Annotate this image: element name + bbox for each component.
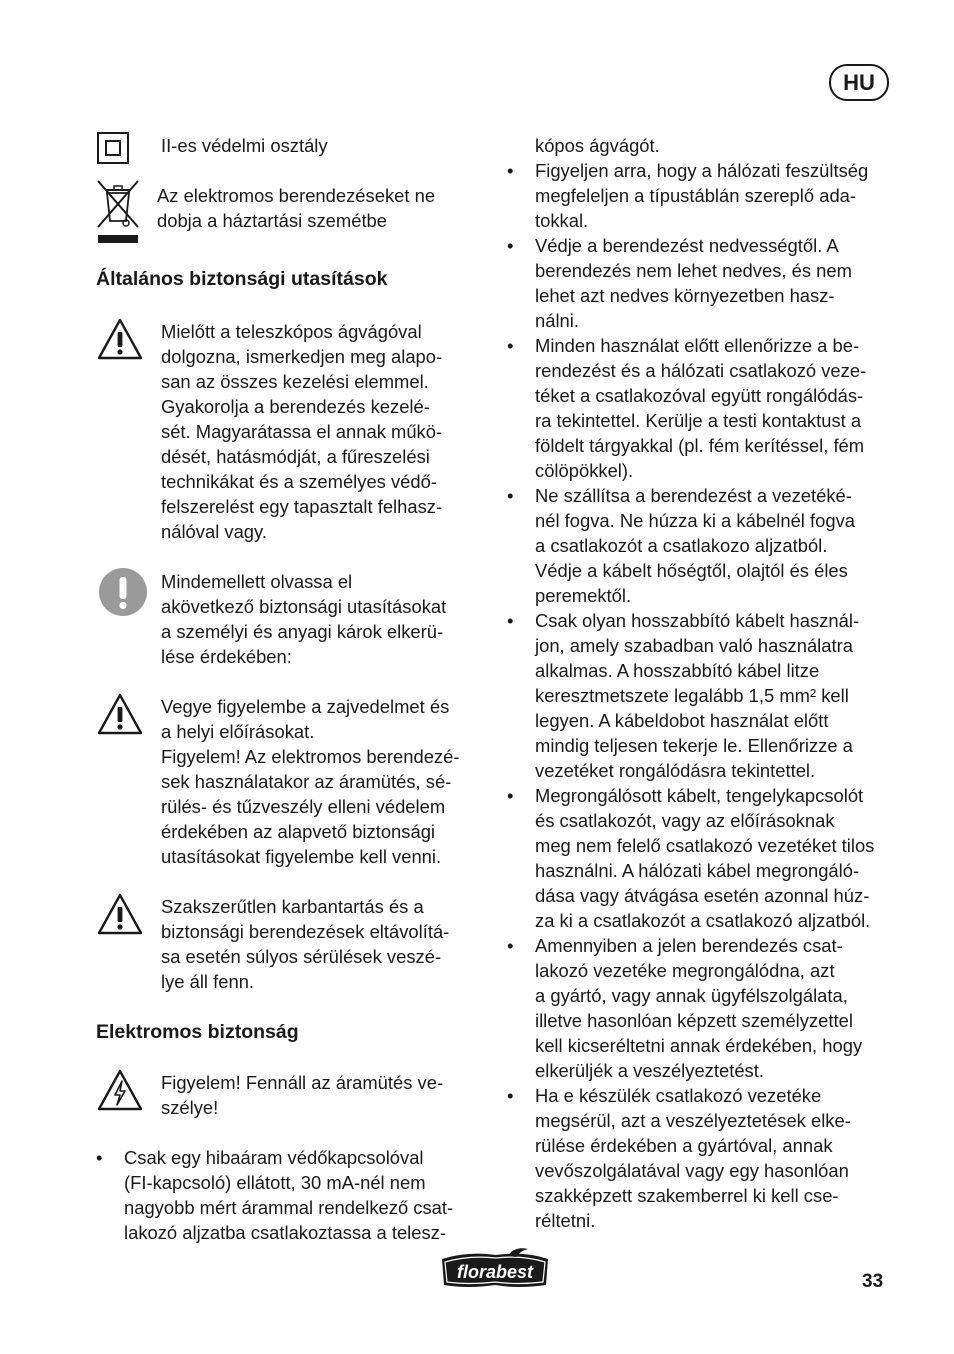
text-line: • Ne szállítsa a berendezést a vezetéké- — [535, 485, 852, 506]
text-line: nálni. — [535, 310, 579, 331]
warning-block-1-text — [161, 319, 486, 544]
warning-triangle-icon — [96, 892, 144, 942]
text-line: Vegye figyelembe a zajvedelmet és — [161, 696, 450, 717]
text-line: szélye! — [161, 1097, 219, 1118]
bullet-item — [507, 608, 897, 783]
symbol-row-disposal — [96, 183, 486, 253]
text-line: biztonsági berendezések eltávolítá- — [161, 921, 450, 942]
text-line: za ki a csatlakozót a csatlakozó aljzatból. — [535, 910, 871, 931]
text-line: érdekében az alapvető biztonsági — [161, 821, 436, 842]
text-line: Mielőtt a teleszkópos ágvágóval — [161, 321, 422, 342]
text-line: elkerüljék a veszélyeztetést. — [535, 1060, 764, 1081]
bullet-item — [96, 1145, 486, 1245]
text-line: és csatlakozót, vagy az előírásoknak — [535, 810, 835, 831]
crossed-bin-icon — [96, 179, 140, 251]
continuation-text — [507, 133, 897, 158]
text-line: • Védje a berendezést nedvességtől. A — [535, 235, 839, 256]
text-line: Az elektromos berendezéseket ne — [157, 185, 436, 206]
text-line: Védje a kábelt hőségtől, olajtól és éles — [535, 560, 848, 581]
text-line: mindig teljesen tekerje le. Ellenőrizze a — [535, 735, 853, 756]
text-line: • Minden használat előtt ellenőrizze a be- — [535, 335, 860, 356]
page-number: 33 — [862, 1271, 884, 1292]
text-line: cölöpökkel). — [535, 460, 634, 481]
text-line: berendezés nem lehet nedves, és nem — [535, 260, 852, 281]
text-line: Figyelem! Fennáll az áramütés ve- — [161, 1072, 444, 1093]
text-line: • Figyeljen arra, hogy a hálózati feszültség — [535, 160, 869, 181]
warning-block-2 — [96, 694, 486, 869]
right-bullet-list — [507, 158, 897, 1233]
text-line: dobja a háztartási szemétbe — [157, 210, 388, 231]
bullet-item — [507, 483, 897, 608]
text-line: téket a csatlakozóval együtt rongálódás- — [535, 385, 864, 406]
text-line: jon, amely szabadban való használatra — [535, 635, 853, 656]
logo-wordmark: florabest — [456, 1262, 534, 1282]
text-line: • Amennyiben a jelen berendezés csat- — [535, 935, 843, 956]
text-line: szakképzett szakemberrel ki kell cse- — [535, 1185, 839, 1206]
warning-block-3 — [96, 894, 486, 994]
warning-block-3-text — [161, 894, 486, 994]
text-line: Gyakorolja a berendezés kezelé- — [161, 396, 430, 417]
bullet-item — [507, 783, 897, 933]
text-line: megfeleljen a típustáblán szereplő ada- — [535, 185, 857, 206]
text-line: a személyi és anyagi károk elkerü- — [161, 621, 444, 642]
text-line: alkalmas. A hosszabbító kábel litze — [535, 660, 820, 681]
electric-shock-triangle-icon — [96, 1068, 144, 1118]
symbol-row-class-ii — [96, 133, 486, 173]
text-line: lése érdekében: — [161, 646, 292, 667]
text-line: illetve hasonlóan képzett személyzettel — [535, 1010, 853, 1031]
text-line: nél fogva. Ne húzza ki a kábelnél fogva — [535, 510, 855, 531]
text-line: Figyelem! Az elektromos berendezé- — [161, 746, 460, 767]
electric-warning-text — [161, 1070, 486, 1120]
text-line: • Csak egy hibaáram védőkapcsolóval — [124, 1147, 424, 1168]
class-ii-square-icon — [96, 131, 130, 171]
heading-electrical-safety: Elektromos biztonság — [96, 1021, 299, 1043]
text-line: • Ha e készülék csatlakozó vezetéke — [535, 1085, 822, 1106]
text-line: legyen. A kábeldobot használat előtt — [535, 710, 829, 731]
text-line: rendezést és a hálózati csatlakozó veze- — [535, 360, 867, 381]
text-line: tokkal. — [535, 210, 589, 231]
text-line: Mindemellett olvassa el — [161, 571, 353, 592]
florabest-logo — [438, 1247, 552, 1291]
text-line: II-es védelmi osztály — [161, 135, 328, 156]
bullet-item — [507, 933, 897, 1083]
text-line: (FI-kapcsoló) ellátott, 30 mA-nél nem — [124, 1172, 426, 1193]
warning-block-2-text — [161, 694, 486, 869]
text-line: kópos ágvágót. — [535, 135, 660, 156]
left-bullet-list — [96, 1145, 486, 1245]
text-line: dését, hatásmódját, a fűreszelési — [161, 446, 430, 467]
text-line: rülése érdekében a gyártóval, annak — [535, 1135, 833, 1156]
text-line: lye áll fenn. — [161, 971, 255, 992]
text-line: rülés- és tűzveszély elleni védelem — [161, 796, 446, 817]
text-line: földelt tárgyakkal (pl. fém kerítéssel, fém — [535, 435, 865, 456]
text-line: használni. A hálózati kábel megrongáló- — [535, 860, 860, 881]
heading-general-safety: Általános biztonsági utasítások — [96, 268, 388, 290]
text-line: • Megrongálósott kábelt, tengelykapcsolót — [535, 785, 864, 806]
text-line: • Csak olyan hosszabbító kábelt használ- — [535, 610, 860, 631]
language-badge: HU — [829, 64, 889, 101]
text-line: dása vagy átvágása esetén azonnal húz- — [535, 885, 870, 906]
text-line: keresztmetszete legalább 1,5 mm² kell — [535, 685, 849, 706]
text-line: utasításokat figyelembe kell venni. — [161, 846, 442, 867]
text-line: a gyártó, vagy annak ügyfélszolgálata, — [535, 985, 848, 1006]
text-line: peremektől. — [535, 585, 632, 606]
bullet-item — [507, 1083, 897, 1233]
bullet-item — [507, 233, 897, 333]
notice-block — [96, 569, 486, 669]
disposal-text — [157, 183, 486, 233]
text-line: felszerelést egy tapasztalt felhasz- — [161, 496, 443, 517]
text-line: lakozó aljzatba csatlakoztassa a telesz- — [124, 1222, 446, 1243]
text-line: akövetkező biztonsági utasításokat — [161, 596, 447, 617]
text-line: nagyobb mért árammal rendelkező csat- — [124, 1197, 454, 1218]
warning-triangle-icon — [96, 692, 144, 742]
text-line: Szakszerűtlen karbantartás és a — [161, 896, 424, 917]
left-column — [96, 133, 486, 1245]
notice-block-text — [161, 569, 486, 669]
warning-triangle-icon — [96, 317, 144, 367]
text-line: a csatlakozót a csatlakozo aljzatból. — [535, 535, 828, 556]
text-line: meg nem felelő csatlakozó vezetéket tilos — [535, 835, 875, 856]
text-line: vevőszolgálatával vagy egy hasonlóan — [535, 1160, 849, 1181]
bullet-item — [507, 158, 897, 233]
text-line: sek használatakor az áramütés, sé- — [161, 771, 452, 792]
right-column — [507, 133, 897, 1233]
warning-block-1 — [96, 319, 486, 544]
text-line: réltetni. — [535, 1210, 596, 1231]
text-line: technikákat és a személyes védő- — [161, 471, 437, 492]
text-line: dolgozna, ismerkedjen meg alapo- — [161, 346, 443, 367]
text-line: a helyi előírásokat. — [161, 721, 315, 742]
text-line: san az összes kezelési elemmel. — [161, 371, 429, 392]
text-line: sét. Magyarátassa el annak műkö- — [161, 421, 443, 442]
text-line: ra tekintettel. Kerülje a testi kontaktust a — [535, 410, 862, 431]
electric-warning-block — [96, 1070, 486, 1120]
text-line: sa esetén súlyos sérülések veszé- — [161, 946, 442, 967]
text-line: megsérül, azt a veszélyeztetések elke- — [535, 1110, 851, 1131]
text-line: lehet azt nedves környezetben hasz- — [535, 285, 835, 306]
text-line: kell kicseréltetni annak érdekében, hogy — [535, 1035, 863, 1056]
exclamation-circle-icon — [98, 567, 148, 623]
class-ii-text — [161, 133, 486, 158]
bullet-item — [507, 333, 897, 483]
text-line: lakozó vezetéke megrongálódna, azt — [535, 960, 835, 981]
text-line: nálóval vagy. — [161, 521, 267, 542]
text-line: vezetéket rongálódásra tekintettel. — [535, 760, 816, 781]
